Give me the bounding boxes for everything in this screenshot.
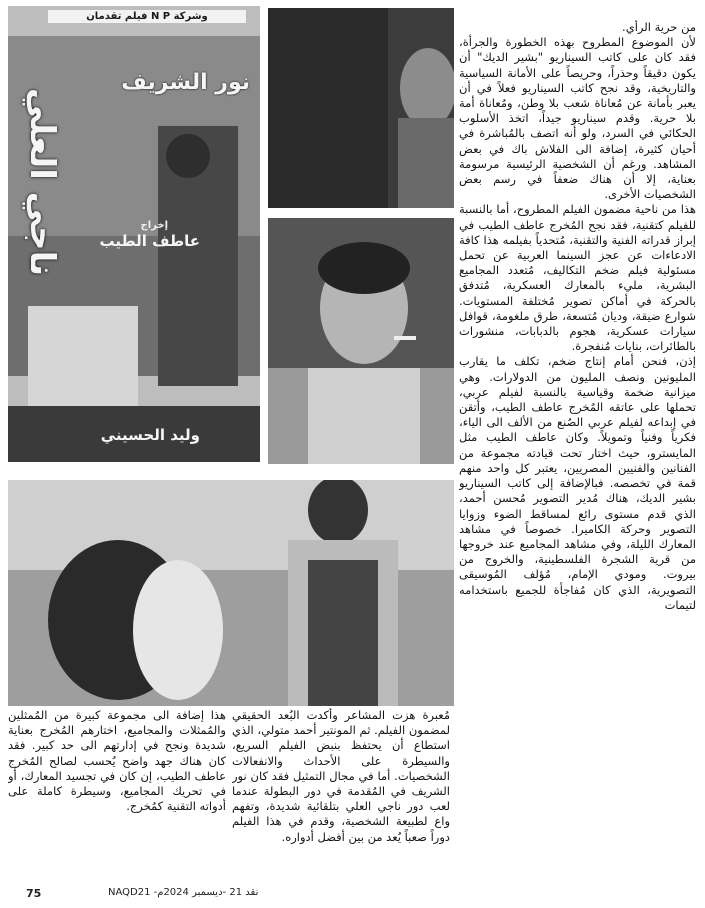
film-poster — [8, 6, 260, 462]
article-column-right — [459, 20, 696, 885]
scene-photo — [8, 480, 454, 706]
paragraph: هذا من ناحية مضمون الفيلم المطروح، أما بالنسبة للفيلم كتقنية، فقد نجح المُخرج عاطف الطيب في إبراز قدراته الفنية والتقنية، مُتحدياً بفيلمه هذا كافة الادعاءات عن عجز السينما العربية عن تحمل مسئولية فيلم ضخم التكاليف، مُتعدد المجاميع البشرية، مليء بالمعارك العسكرية، مُتدفق بالحركة في أماكن تصوير مُختلفة المستويات. شوارع ضيقة، وديان مُتسعة، طرق ملغومة، قوافل سيارات عسكرية، هجوم بالدبابات، منشورات بالطائرات، بنايات مُنفجرة. — [459, 202, 696, 354]
poster-star-name: نور الشريف — [121, 70, 250, 95]
actor-portrait-image — [268, 218, 454, 464]
poster-direction-label: إخراج — [140, 220, 168, 231]
paragraph: هذا إضافة الى مجموعة كبيرة من المُمثلين والمُمثلات والمجاميع، اختارهم المُخرج بعناية شديدة ونجح في إدارتهم الى حد كبير. فقد كان هناك جهد واضح يُحسب لصالح المُخرج عاطف الطيب، إن كان في تجسيد المعارك، أو في تحريك المجاميع، وسيطرة كاملة على أدواته التقنية كمُخرج. — [8, 708, 226, 814]
still-photo-top-image — [268, 8, 454, 208]
paragraph: من حرية الرأي. — [622, 20, 696, 34]
scene-photo-image — [8, 480, 454, 706]
paragraph: لأن الموضوع المطروح بهذه الخطورة والجرأة، فقد كان على كاتب السيناريو "بشير الديك" أن يكون دقيقاً وحذراً، وحريصاً على الأمانة السياسية والتاريخية، وقد نجح كاتب السيناريو فعلاً في أن يعبر بأمانة عن مُعاناة شعب بلا وطن، ومُعاناة أمة بلا حرية. وقدم سيناريو جيداً، اتخذ الأسلوب الحكائي في السرد، ولو أنه اتصف بالمُباشرة في أحيان كثيرة، إضافة الى الفلاش باك في بعض المشاهد. ورغم أن الشخصية الرئيسية مرسومة بعناية، إلا أن هناك ضعفاً في رسم بعض الشخصيات الأخرى. — [459, 35, 696, 202]
paragraph: مُعبرة هزت المشاعر وأكدت البُعد الحقيقي لمضمون الفيلم. ثم المونتير أحمد متولي، الذي استطاع أن يحتفظ بنبض الفيلم السريع، والسيطرة على الأحداث والانفعالات الشخصيات. أما في مجال التمثيل فقد كان نور الشريف في المُقدمة في دور البطولة عندما لعب دور ناجي العلي بتلقائية شديدة، وتفهم واع لطبيعة الشخصية، وقدم في هذا الفيلم دوراً صعباً يُعد من بين أفضل أدواره. — [232, 708, 450, 844]
still-photo-top — [268, 8, 454, 208]
article-column-left — [8, 708, 226, 883]
issue-info: نقد 21 -ديسمبر 2024م- NAQD21 — [108, 887, 259, 898]
page-footer — [8, 884, 697, 904]
paragraph: إذن، فنحن أمام إنتاج ضخم، تكلف ما يقارب المليونين ونصف المليون من الدولارات. وهي ميزانية ضخمة وقياسية بالنسبة لفيلم عربي، تحملها على عاتقه المُخرج عاطف الطيب، وأتقن في إبداعه لفيلم عربي الصُنع من الألف الى الياء، فكرياً وفنياً وتمويلاً. وكان عاطف الطيب مثل المايسترو، حيث اختار تحت قيادته مجموعة من الفنانين والفنيين المصريين، يعتبر كل واحد منهم قمة في تخصصه. فبالإضافة إلى كاتب السيناريو بشير الديك، هناك مُدير التصوير مُحسن أحمد، الذي قدم مستوى رائع لمساقط الضوء وزوايا التصوير وحركة الكاميرا. خصوصاً في مشاهد المعارك الليلة، وفي مشاهد المجاميع عند خروجها من قرية الشجرة الفلسطينية، والخروج من بيروت. ومودي الإمام، مُؤلف المُوسيقى التصويرية، الذي كان مُفاجأة للجميع باستخدامه لتيمات — [459, 354, 696, 612]
article-column-middle — [232, 708, 450, 883]
poster-credit: وليد الحسيني — [100, 426, 200, 444]
page-number: 75 — [26, 887, 42, 900]
poster-presenters: وشركة N P فيلم تقدمان — [48, 10, 246, 23]
actor-portrait-photo — [268, 218, 454, 464]
poster-film-title: ناجي العلي — [22, 88, 62, 277]
poster-director: عاطف الطيب — [99, 232, 200, 250]
